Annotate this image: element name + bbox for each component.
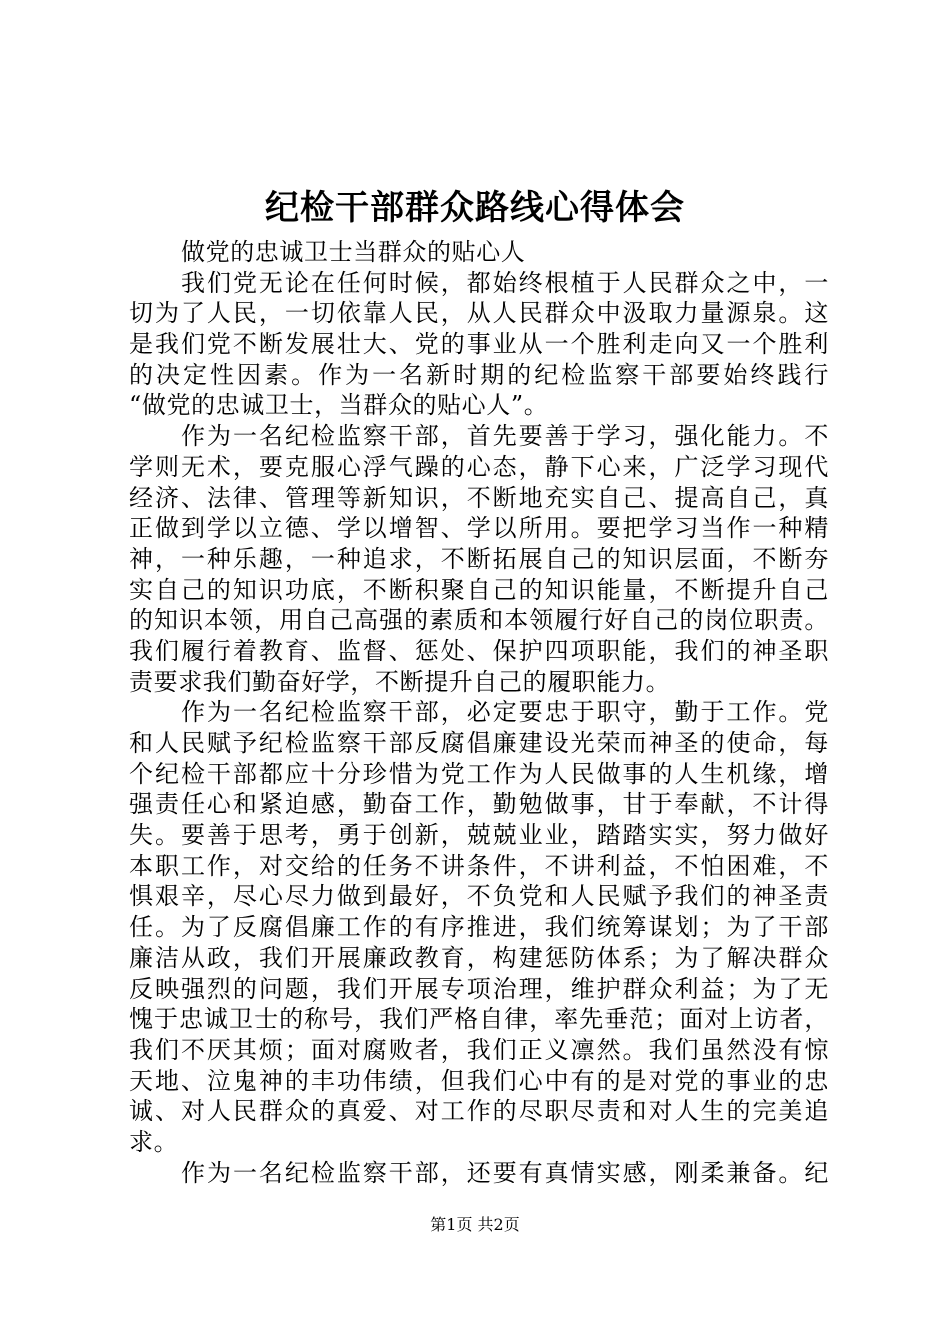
text-line: 天地、泣鬼神的丰功伟绩，但我们心中有的是对党的事业的忠	[129, 1066, 829, 1095]
text-line: 个纪检干部都应十分珍惜为党工作为人民做事的人生机缘，增	[129, 759, 829, 788]
text-line: 作为一名纪检监察干部，还要有真情实感，刚柔兼备。纪	[181, 1158, 829, 1187]
text-line: 惧艰辛，尽心尽力做到最好，不负党和人民赋予我们的神圣责	[129, 882, 829, 911]
text-line: 是我们党不断发展壮大、党的事业从一个胜利走向又一个胜利	[129, 330, 829, 359]
text-line: 反映强烈的问题，我们开展专项治理，维护群众利益；为了无	[129, 974, 829, 1003]
text-line: 我们不厌其烦；面对腐败者，我们正义凛然。我们虽然没有惊	[129, 1035, 829, 1064]
text-line: 神，一种乐趣，一种追求，不断拓展自己的知识层面，不断夯	[129, 544, 829, 573]
text-line: 失。要善于思考，勇于创新，兢兢业业，踏踏实实，努力做好	[129, 821, 829, 850]
text-line: 正做到学以立德、学以增智、学以所用。要把学习当作一种精	[129, 514, 829, 543]
text-line: 强责任心和紧迫感，勤奋工作，勤勉做事，甘于奉献，不计得	[129, 790, 829, 819]
text-line: 本职工作，对交给的任务不讲条件，不讲利益，不怕困难，不	[129, 851, 829, 880]
text-line: 我们党无论在任何时候，都始终根植于人民群众之中，一	[181, 268, 829, 297]
text-line: 和人民赋予纪检监察干部反腐倡廉建设光荣而神圣的使命，每	[129, 729, 829, 757]
document-title: 纪检干部群众路线心得体会	[265, 188, 685, 228]
text-line: 切为了人民，一切依靠人民，从人民群众中汲取力量源泉。这	[129, 299, 829, 328]
text-line: 求。	[129, 1127, 179, 1156]
text-line: 的知识本领，用自己高强的素质和本领履行好自己的岗位职责。	[129, 606, 829, 635]
text-line: 经济、法律、管理等新知识，不断地充实自己、提高自己，真	[129, 483, 829, 512]
text-line: 廉洁从政，我们开展廉政教育，构建惩防体系；为了解决群众	[129, 943, 829, 972]
text-line: 做党的忠诚卫士当群众的贴心人	[181, 238, 526, 266]
text-line: 我们履行着教育、监督、惩处、保护四项职能，我们的神圣职	[129, 636, 829, 665]
text-line: “做党的忠诚卫士，当群众的贴心人”。	[129, 391, 549, 420]
text-line: 实自己的知识功底，不断积聚自己的知识能量，不断提升自己	[129, 575, 829, 604]
text-line: 学则无术，要克服心浮气躁的心态，静下心来，广泛学习现代	[129, 452, 829, 481]
text-line: 作为一名纪检监察干部，必定要忠于职守，勤于工作。党	[181, 698, 829, 727]
text-line: 诚、对人民群众的真爱、对工作的尽职尽责和对人生的完美追	[129, 1097, 829, 1126]
text-line: 任。为了反腐倡廉工作的有序推进，我们统筹谋划；为了干部	[129, 913, 829, 942]
text-line: 的决定性因素。作为一名新时期的纪检监察干部要始终践行	[129, 360, 829, 389]
text-line: 责要求我们勤奋好学，不断提升自己的履职能力。	[129, 667, 671, 696]
text-line: 愧于忠诚卫士的称号，我们严格自律，率先垂范；面对上访者，	[129, 1005, 829, 1034]
page-footer: 第1页 共2页	[430, 1215, 520, 1234]
text-line: 作为一名纪检监察干部，首先要善于学习，强化能力。不	[181, 422, 829, 451]
document-body	[129, 237, 829, 1188]
